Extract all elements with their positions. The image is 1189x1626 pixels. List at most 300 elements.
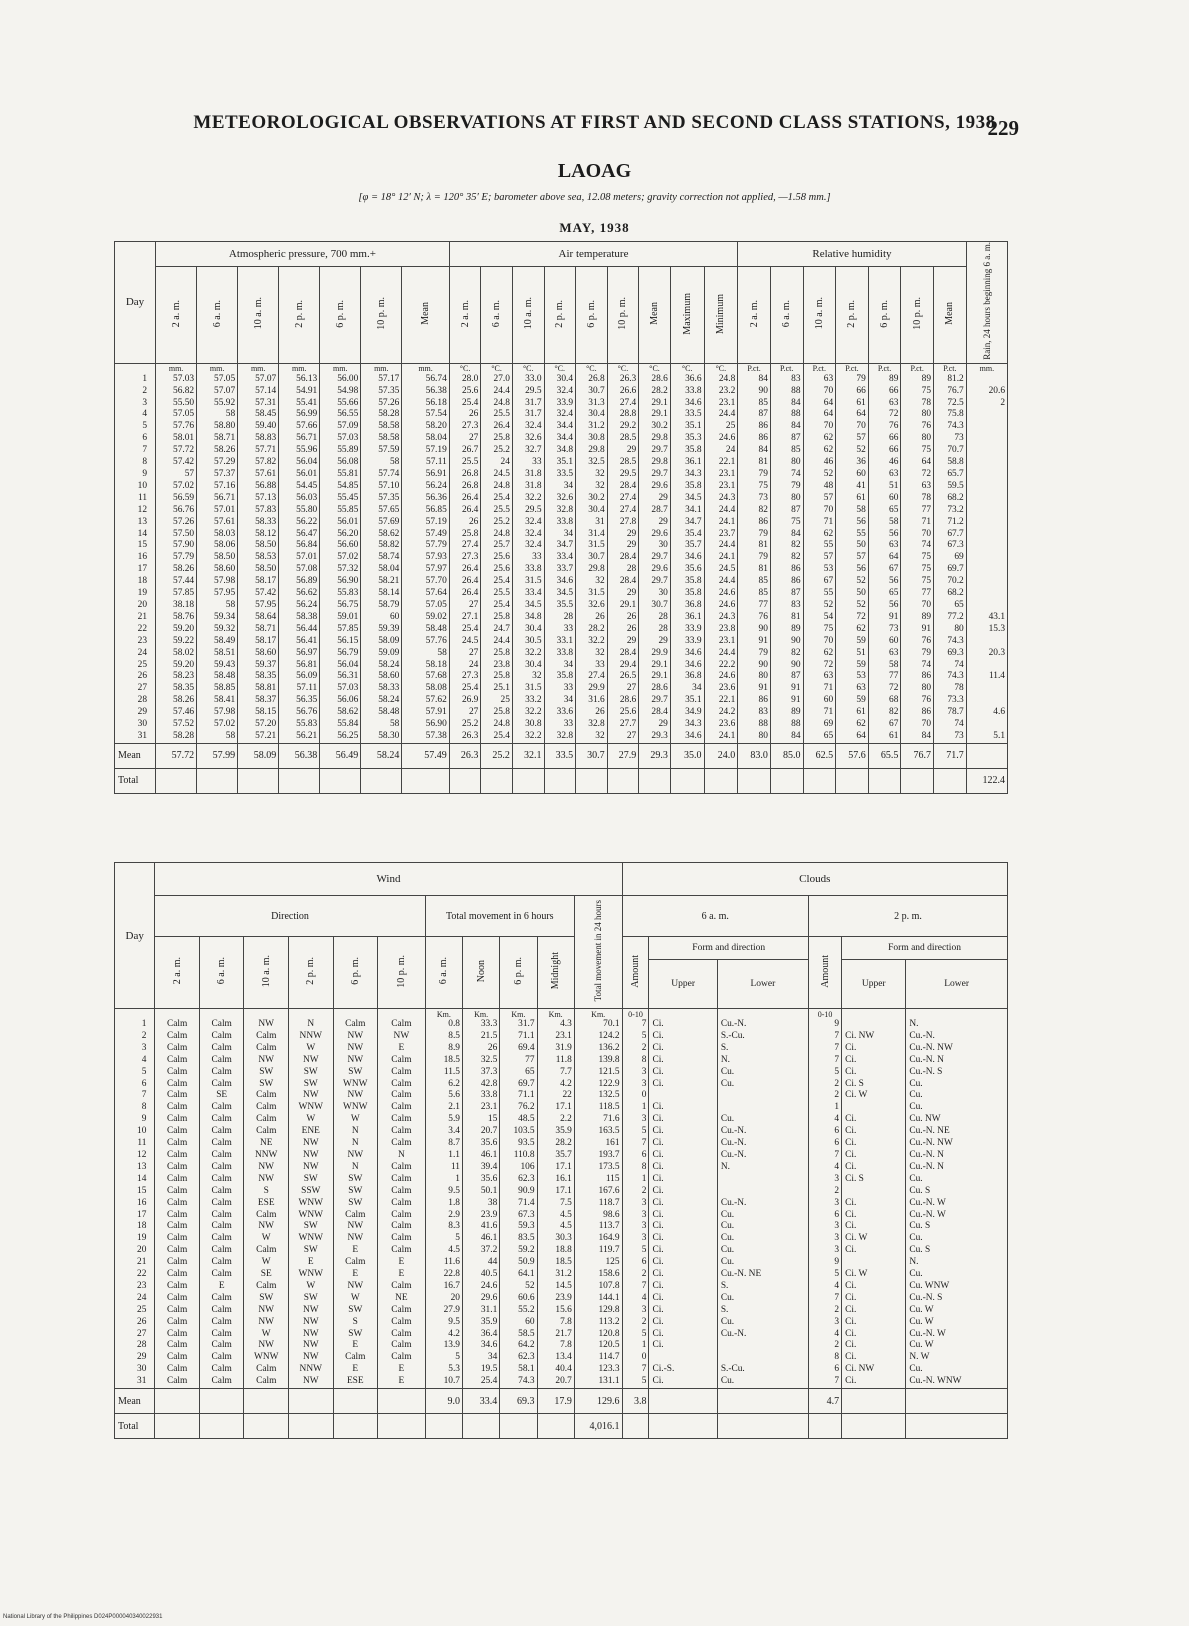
data-cell: 58.50 — [238, 564, 279, 576]
data-cell: 81 — [738, 540, 771, 552]
temp-col-header: 6 a. m. — [481, 267, 513, 363]
data-cell — [966, 660, 1007, 672]
data-cell: Ci. — [649, 1376, 717, 1388]
data-cell: 88 — [770, 719, 803, 731]
data-cell: 22.1 — [704, 695, 738, 707]
data-cell: 58 — [868, 517, 901, 529]
data-cell: Calm — [199, 1257, 244, 1269]
data-cell: Ci. — [649, 1221, 717, 1233]
data-cell: 58.81 — [238, 683, 279, 695]
data-cell: Ci. — [842, 1210, 906, 1222]
data-cell: 64.2 — [500, 1340, 537, 1352]
data-cell: 32.2 — [512, 707, 544, 719]
data-cell: 124.2 — [574, 1031, 622, 1043]
data-cell: 56 — [868, 576, 901, 588]
data-cell: 59 — [836, 636, 869, 648]
data-cell: Ci. — [649, 1138, 717, 1150]
table-row — [115, 1245, 1008, 1257]
data-cell: 57.09 — [320, 421, 361, 433]
data-cell: 68.2 — [934, 588, 967, 600]
data-cell: 58 — [361, 719, 402, 731]
day-header: Day — [115, 242, 156, 364]
data-cell: Calm — [378, 1019, 426, 1031]
amount-6am-header: Amount — [622, 937, 649, 1009]
data-cell: 7.8 — [537, 1340, 574, 1352]
data-cell: Ci. — [649, 1031, 717, 1043]
data-cell: 38.18 — [156, 600, 197, 612]
data-cell: 28.7 — [639, 505, 671, 517]
data-cell: 58.60 — [197, 564, 238, 576]
data-cell: 54.98 — [320, 386, 361, 398]
data-cell: 60.6 — [500, 1293, 537, 1305]
data-cell: Cu.-N. W — [906, 1329, 1008, 1341]
data-cell: 56.22 — [279, 517, 320, 529]
day-cell: 15 — [115, 1186, 155, 1198]
data-cell: 33.5 — [670, 409, 704, 421]
data-cell: SW — [288, 1079, 333, 1091]
data-cell: Calm — [244, 1090, 289, 1102]
mean-label: Mean — [115, 1389, 155, 1414]
data-cell: NW — [333, 1150, 378, 1162]
mean-cell: 32.1 — [512, 743, 544, 768]
data-cell: 59.5 — [934, 481, 967, 493]
data-cell: 84 — [738, 374, 771, 386]
data-cell: Calm — [199, 1079, 244, 1091]
data-cell: 56.71 — [197, 493, 238, 505]
data-cell: 139.8 — [574, 1055, 622, 1067]
data-cell: Cu. — [717, 1293, 808, 1305]
data-cell: 74 — [770, 469, 803, 481]
mean-cell: 56.38 — [279, 743, 320, 768]
data-cell: 1 — [425, 1174, 462, 1186]
table-row — [115, 1019, 1008, 1031]
data-cell: E — [333, 1364, 378, 1376]
data-cell: Calm — [378, 1067, 426, 1079]
data-cell: 32 — [576, 731, 608, 743]
data-cell: 58.71 — [238, 624, 279, 636]
data-cell: Ci. — [649, 1317, 717, 1329]
data-cell: 27 — [449, 433, 481, 445]
data-cell: 30.7 — [576, 552, 608, 564]
data-cell: 54.45 — [279, 481, 320, 493]
humidity-col-header: 10 p. m. — [901, 267, 934, 363]
data-cell: 4 — [622, 1293, 649, 1305]
data-cell: 59.39 — [361, 624, 402, 636]
data-cell: 56.60 — [320, 540, 361, 552]
data-cell: 71 — [901, 517, 934, 529]
data-cell: 7 — [808, 1376, 841, 1388]
data-cell: 57.46 — [156, 707, 197, 719]
unit-label: P.ct. — [934, 363, 967, 374]
data-cell: 27.8 — [607, 517, 639, 529]
data-cell: 5 — [808, 1067, 841, 1079]
total-cell — [481, 768, 513, 793]
data-cell: 29.9 — [639, 648, 671, 660]
data-cell: 27.4 — [607, 493, 639, 505]
data-cell: 23.8 — [704, 624, 738, 636]
data-cell: 163.5 — [574, 1126, 622, 1138]
total-cell — [738, 768, 771, 793]
day-cell: 18 — [115, 576, 156, 588]
data-cell: 27.0 — [481, 374, 513, 386]
data-cell: 6 — [808, 1126, 841, 1138]
data-cell: 4.3 — [537, 1019, 574, 1031]
data-cell: 24.2 — [704, 707, 738, 719]
day-cell: 15 — [115, 540, 156, 552]
data-cell: 4.5 — [537, 1221, 574, 1233]
data-cell: 63 — [868, 648, 901, 660]
table-row — [115, 1198, 1008, 1210]
data-cell: 57.85 — [156, 588, 197, 600]
humidity-col-header: Mean — [934, 267, 967, 363]
data-cell: 24.5 — [449, 636, 481, 648]
data-cell: 76.7 — [934, 386, 967, 398]
data-cell: 57.37 — [197, 469, 238, 481]
data-cell: 29.7 — [639, 695, 671, 707]
data-cell: Ci. — [649, 1329, 717, 1341]
day-cell: 8 — [115, 457, 156, 469]
data-cell: 6 — [808, 1364, 841, 1376]
data-cell: WNW — [333, 1102, 378, 1114]
mean-cell: 29.3 — [639, 743, 671, 768]
data-cell: 103.5 — [500, 1126, 537, 1138]
data-cell: 56.00 — [320, 374, 361, 386]
data-cell: 58.30 — [361, 731, 402, 743]
data-cell: 28 — [639, 612, 671, 624]
data-cell: 58.03 — [197, 529, 238, 541]
data-cell: Ci. — [649, 1269, 717, 1281]
data-cell — [717, 1186, 808, 1198]
data-cell: 63 — [901, 481, 934, 493]
mean-cell: 58.09 — [238, 743, 279, 768]
data-cell: Calm — [155, 1210, 200, 1222]
table-row — [115, 386, 1008, 398]
data-cell: NW — [288, 1305, 333, 1317]
data-cell: 123.3 — [574, 1364, 622, 1376]
data-cell: 69.7 — [500, 1079, 537, 1091]
data-cell: 2 — [622, 1269, 649, 1281]
table-row — [115, 1352, 1008, 1364]
data-cell: 1.1 — [425, 1150, 462, 1162]
data-cell: 3 — [622, 1233, 649, 1245]
data-cell: W — [333, 1114, 378, 1126]
data-cell: ESE — [333, 1376, 378, 1388]
data-cell: 4.2 — [425, 1329, 462, 1341]
total-cell — [197, 768, 238, 793]
data-cell: 27 — [449, 648, 481, 660]
data-cell: 59.09 — [361, 648, 402, 660]
data-cell: Calm — [155, 1340, 200, 1352]
data-cell: NW — [333, 1090, 378, 1102]
data-cell: 2.2 — [537, 1114, 574, 1126]
data-cell: Cu. — [717, 1079, 808, 1091]
data-cell: 26.4 — [449, 564, 481, 576]
data-cell: 35.9 — [537, 1126, 574, 1138]
data-cell: 36.1 — [670, 612, 704, 624]
data-cell: 32.6 — [544, 493, 576, 505]
data-cell: 26.3 — [449, 731, 481, 743]
data-cell: 84 — [770, 529, 803, 541]
data-cell: 3 — [622, 1198, 649, 1210]
data-cell: 29 — [607, 588, 639, 600]
unit-label: Km. — [537, 1009, 574, 1020]
data-cell: Ci. — [649, 1067, 717, 1079]
data-cell: 0.8 — [425, 1019, 462, 1031]
data-cell: Calm — [378, 1114, 426, 1126]
total-cell — [288, 1414, 333, 1439]
data-cell: 8.7 — [425, 1138, 462, 1150]
day-cell: 2 — [115, 1031, 155, 1043]
data-cell: 25.4 — [449, 398, 481, 410]
day-cell: 30 — [115, 719, 156, 731]
data-cell: 23.6 — [704, 683, 738, 695]
data-cell: 62 — [803, 648, 836, 660]
day-cell: 22 — [115, 624, 156, 636]
day-cell: 31 — [115, 1376, 155, 1388]
data-cell: 55.85 — [320, 505, 361, 517]
data-cell: Ci. — [649, 1162, 717, 1174]
data-cell: 74 — [901, 540, 934, 552]
total-cell — [425, 1414, 462, 1439]
mean-cell: 56.49 — [320, 743, 361, 768]
data-cell: 87 — [770, 433, 803, 445]
data-cell: 23.1 — [704, 398, 738, 410]
data-cell: 46 — [803, 457, 836, 469]
data-cell: 33.7 — [544, 564, 576, 576]
data-cell: Cu.-N. NW — [906, 1138, 1008, 1150]
data-cell: E — [199, 1281, 244, 1293]
data-cell: 1 — [622, 1102, 649, 1114]
rain-header: Rain, 24 hours beginning 6 a. m. — [966, 242, 1007, 364]
units-cell — [115, 363, 156, 374]
data-cell: 75 — [803, 624, 836, 636]
total-cell — [808, 1414, 841, 1439]
data-cell: Calm — [244, 1126, 289, 1138]
data-cell: 76.2 — [500, 1102, 537, 1114]
table-row — [115, 1031, 1008, 1043]
table-row — [115, 1090, 1008, 1102]
data-cell: Cu.-N. — [717, 1126, 808, 1138]
data-cell: 59.01 — [320, 612, 361, 624]
day-cell: 3 — [115, 398, 156, 410]
data-cell: 57.11 — [279, 683, 320, 695]
total-cell — [622, 1414, 649, 1439]
day-cell: 14 — [115, 1174, 155, 1186]
data-cell: 7.8 — [537, 1317, 574, 1329]
mean-cell: 9.0 — [425, 1389, 462, 1414]
data-cell: Calm — [199, 1269, 244, 1281]
data-cell: 24.6 — [462, 1281, 499, 1293]
data-cell: 26.4 — [481, 421, 513, 433]
data-cell: S. — [717, 1305, 808, 1317]
humidity-col-header: 6 p. m. — [868, 267, 901, 363]
data-cell: 23.1 — [704, 469, 738, 481]
data-cell: 84 — [770, 398, 803, 410]
data-cell: 76 — [868, 421, 901, 433]
data-cell: 5 — [622, 1031, 649, 1043]
data-cell: SW — [288, 1221, 333, 1233]
unit-label — [333, 1009, 378, 1020]
data-cell: 118.7 — [574, 1198, 622, 1210]
data-cell: 2 — [808, 1305, 841, 1317]
data-cell: 129.8 — [574, 1305, 622, 1317]
day-cell: 23 — [115, 636, 156, 648]
data-cell — [966, 517, 1007, 529]
day-cell: 18 — [115, 1221, 155, 1233]
data-cell: WNW — [288, 1198, 333, 1210]
unit-label: P.ct. — [901, 363, 934, 374]
data-cell: 29.1 — [639, 660, 671, 672]
data-cell: 56.85 — [402, 505, 449, 517]
data-cell: N. — [717, 1055, 808, 1067]
data-cell: S — [333, 1317, 378, 1329]
day-cell: 9 — [115, 469, 156, 481]
data-cell: Ci. — [649, 1293, 717, 1305]
data-cell: 57.95 — [197, 588, 238, 600]
data-cell: 20.3 — [966, 648, 1007, 660]
data-cell: NW — [244, 1340, 289, 1352]
data-cell: 65 — [934, 600, 967, 612]
data-cell: 58.28 — [156, 731, 197, 743]
data-cell: Calm — [244, 1376, 289, 1388]
data-cell: 58.49 — [197, 636, 238, 648]
form-2pm-header: Form and direction — [842, 937, 1008, 960]
data-cell: 57.42 — [238, 588, 279, 600]
unit-label — [906, 1009, 1008, 1020]
data-cell: 57.05 — [402, 600, 449, 612]
data-cell: 24.3 — [704, 493, 738, 505]
data-cell: E — [378, 1364, 426, 1376]
mean-cell: 24.0 — [704, 743, 738, 768]
mean-cell: 17.9 — [537, 1389, 574, 1414]
data-cell: 11.4 — [966, 671, 1007, 683]
data-cell: Cu. W — [906, 1340, 1008, 1352]
data-cell: 56.13 — [279, 374, 320, 386]
direction-col-header: 10 a. m. — [244, 937, 289, 1009]
table-row — [115, 624, 1008, 636]
unit-label: mm. — [320, 363, 361, 374]
data-cell: 8 — [808, 1352, 841, 1364]
unit-label: mm. — [156, 363, 197, 374]
data-cell: 56.25 — [320, 731, 361, 743]
data-cell: 58.35 — [238, 671, 279, 683]
data-cell: 26.5 — [607, 671, 639, 683]
data-cell: 52 — [500, 1281, 537, 1293]
data-cell: Calm — [378, 1090, 426, 1102]
data-cell: NE — [378, 1293, 426, 1305]
data-cell: Calm — [378, 1102, 426, 1114]
data-cell: 25.4 — [481, 493, 513, 505]
data-cell: 0 — [622, 1090, 649, 1102]
temp-col-header: 2 p. m. — [544, 267, 576, 363]
data-cell: 15.3 — [966, 624, 1007, 636]
data-cell: Calm — [155, 1019, 200, 1031]
data-cell: 120.5 — [574, 1340, 622, 1352]
mean-cell: 85.0 — [770, 743, 803, 768]
table-row — [115, 660, 1008, 672]
data-cell — [966, 409, 1007, 421]
data-cell: 9 — [808, 1019, 841, 1031]
unit-label — [288, 1009, 333, 1020]
data-cell: 55 — [803, 588, 836, 600]
data-cell: 31 — [576, 517, 608, 529]
data-cell: 34.6 — [462, 1340, 499, 1352]
mean-row — [115, 1389, 1008, 1414]
data-cell: 132.5 — [574, 1090, 622, 1102]
table-row — [115, 1281, 1008, 1293]
data-cell: 57 — [803, 493, 836, 505]
data-cell: 87 — [770, 671, 803, 683]
data-cell: 64 — [836, 409, 869, 421]
data-cell: 69.4 — [500, 1043, 537, 1055]
data-cell: Calm — [155, 1364, 200, 1376]
data-cell: NW — [333, 1233, 378, 1245]
data-cell: 55.45 — [320, 493, 361, 505]
data-cell: 4 — [808, 1162, 841, 1174]
table-row — [115, 433, 1008, 445]
data-cell: Ci. S — [842, 1079, 906, 1091]
mean-cell: 58.24 — [361, 743, 402, 768]
data-cell: 57.32 — [320, 564, 361, 576]
data-cell: 56.97 — [279, 648, 320, 660]
data-cell: 83 — [770, 374, 803, 386]
data-cell: 88 — [770, 386, 803, 398]
data-cell: 90 — [770, 636, 803, 648]
data-cell: 51 — [836, 648, 869, 660]
data-cell: 57.05 — [197, 374, 238, 386]
data-cell: 25.8 — [481, 671, 513, 683]
data-cell: 57.35 — [361, 386, 402, 398]
data-cell: 57.26 — [156, 517, 197, 529]
data-cell: 28.4 — [607, 648, 639, 660]
total-cell — [704, 768, 738, 793]
total-cell — [333, 1414, 378, 1439]
data-cell: Cu. — [717, 1245, 808, 1257]
data-cell: 33.5 — [544, 469, 576, 481]
table-row — [115, 1210, 1008, 1222]
data-cell: 67.3 — [500, 1210, 537, 1222]
data-cell: 57.79 — [402, 540, 449, 552]
data-cell: 58.5 — [500, 1329, 537, 1341]
data-cell: Calm — [155, 1198, 200, 1210]
data-cell: 84 — [770, 731, 803, 743]
data-cell: N — [333, 1162, 378, 1174]
data-cell: 19.5 — [462, 1364, 499, 1376]
data-cell: 25.6 — [449, 386, 481, 398]
data-cell: Cu.-N. — [906, 1031, 1008, 1043]
data-cell: 58.06 — [197, 540, 238, 552]
day-cell: 21 — [115, 1257, 155, 1269]
data-cell: Calm — [199, 1031, 244, 1043]
data-cell: 58.26 — [156, 564, 197, 576]
data-cell: SW — [333, 1067, 378, 1079]
data-cell: Calm — [378, 1352, 426, 1364]
data-cell: Calm — [155, 1079, 200, 1091]
data-cell: 8.5 — [425, 1031, 462, 1043]
table-row — [115, 540, 1008, 552]
data-cell: 29.8 — [639, 433, 671, 445]
data-cell: SW — [288, 1245, 333, 1257]
data-cell: 90 — [770, 660, 803, 672]
data-cell: 32.6 — [576, 600, 608, 612]
pressure-group-header: Atmospheric pressure, 700 mm.+ — [156, 242, 450, 267]
data-cell: 27.3 — [449, 671, 481, 683]
data-cell: 57.61 — [197, 517, 238, 529]
data-cell: 24.4 — [704, 648, 738, 660]
data-cell — [966, 433, 1007, 445]
mean-cell: 30.7 — [576, 743, 608, 768]
data-cell: 35.8 — [670, 481, 704, 493]
